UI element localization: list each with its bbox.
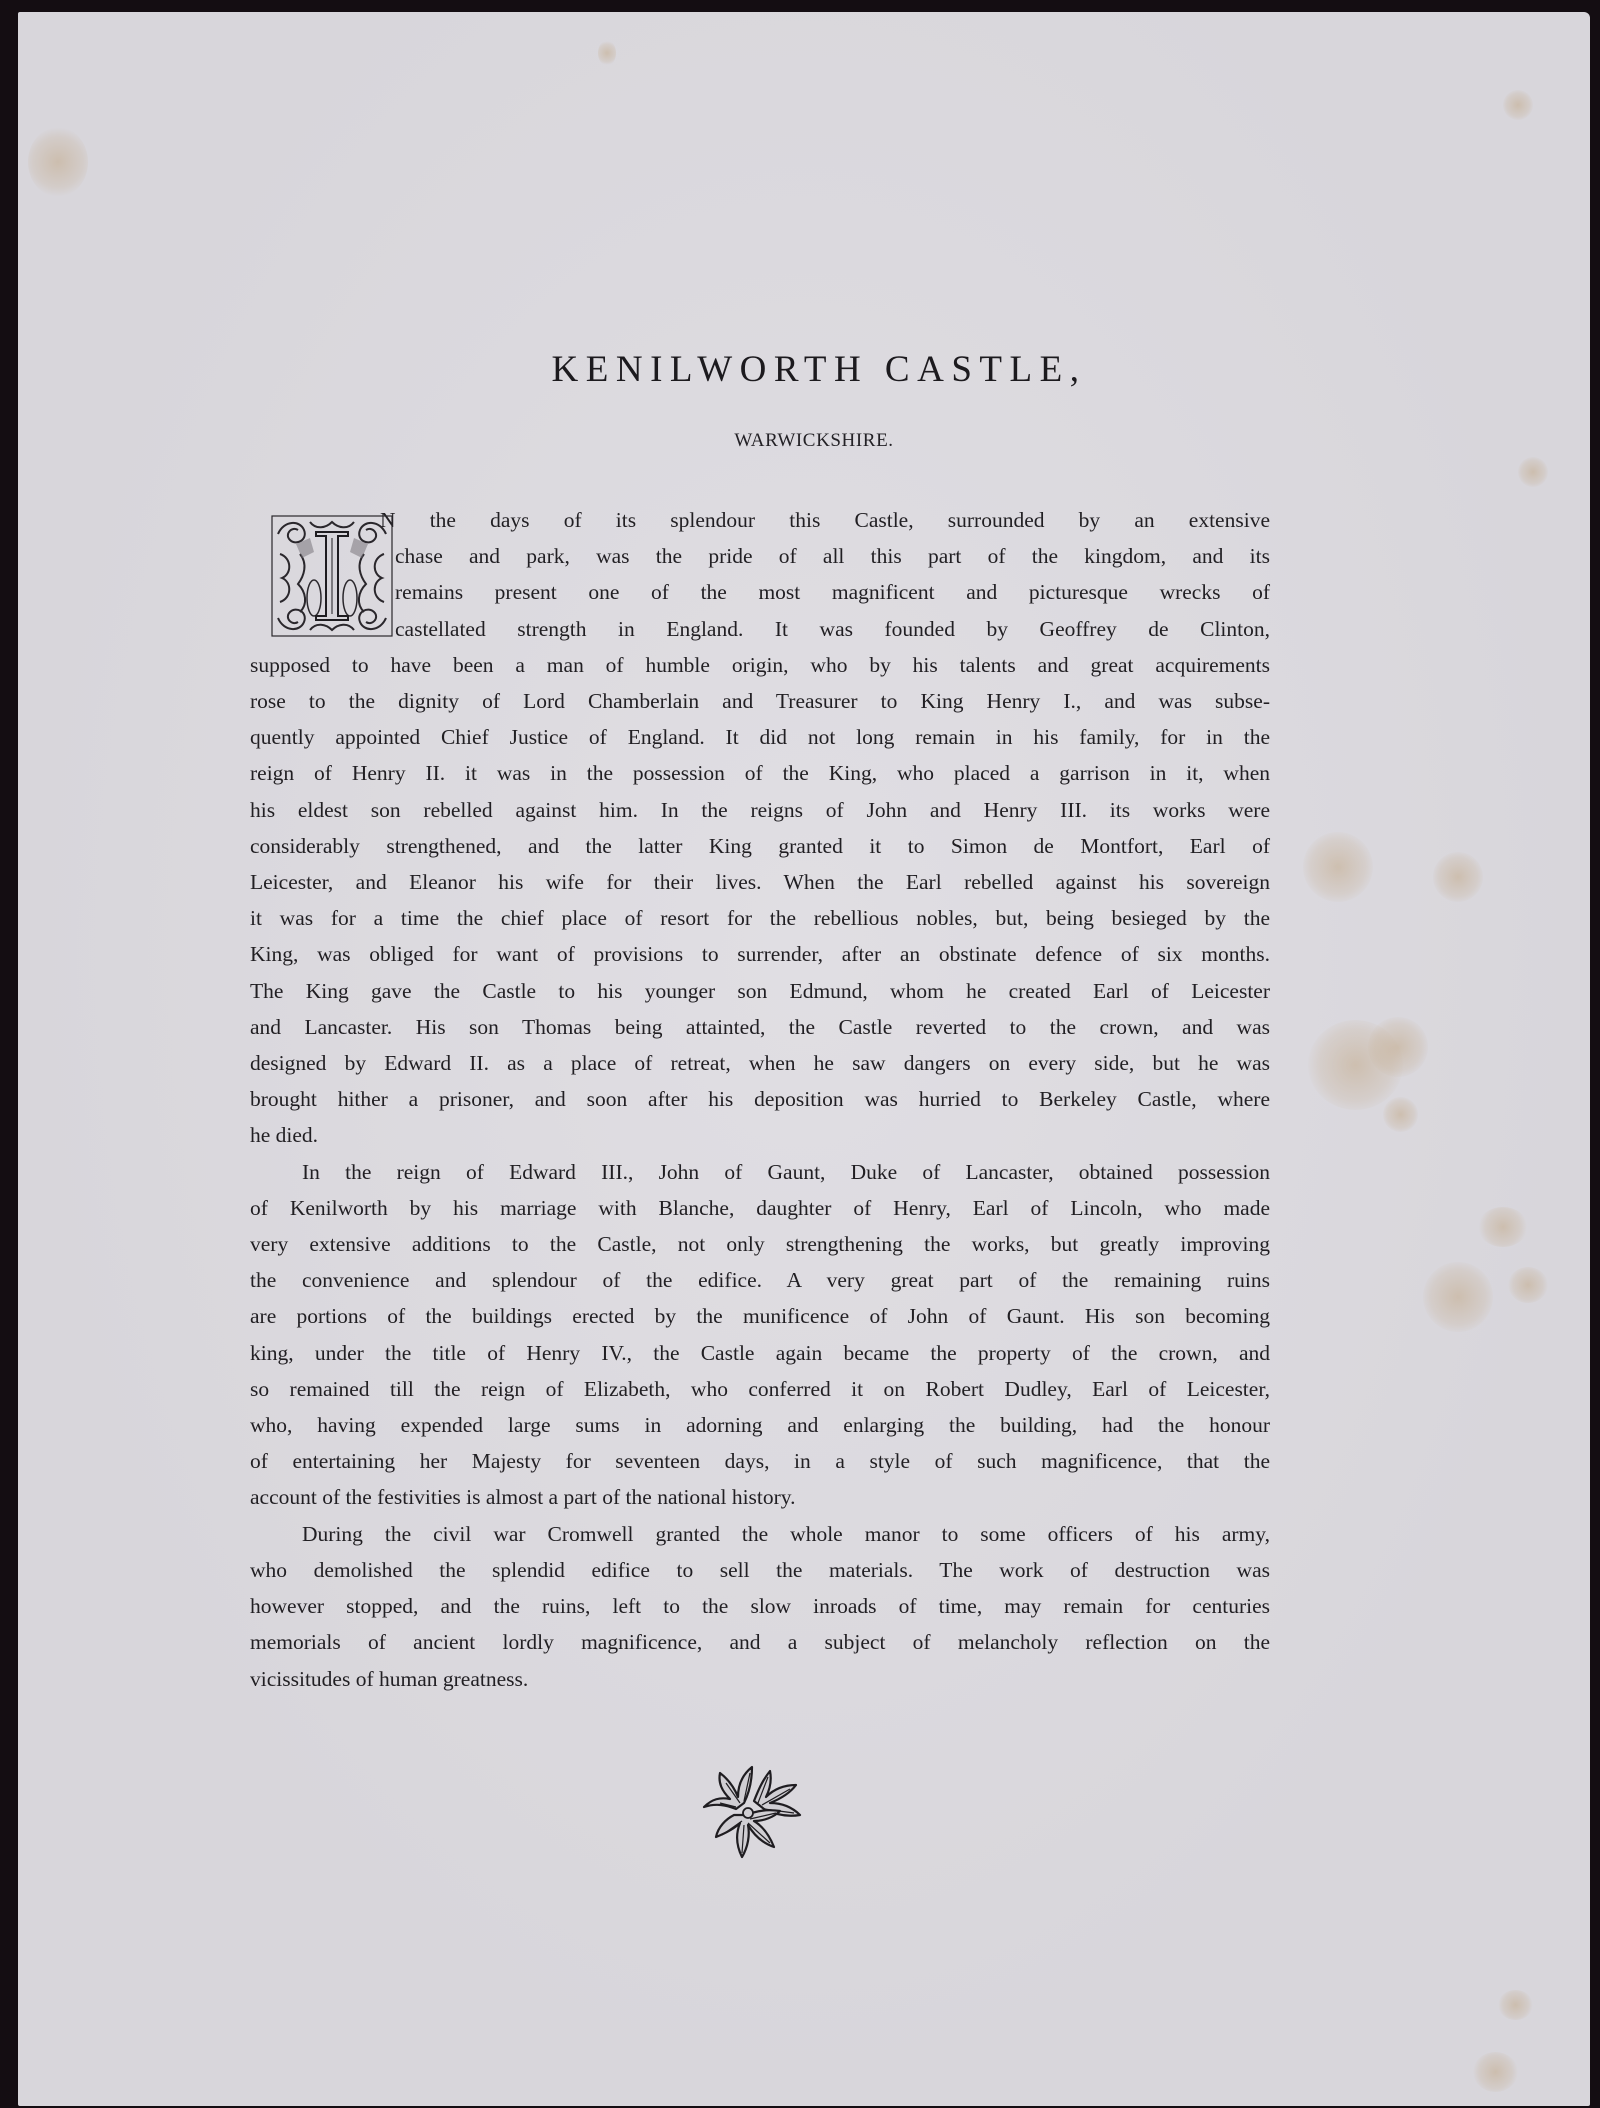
text-line: of entertaining her Majesty for seventeen days, in a style of such magnificence, that the <box>250 1449 1270 1474</box>
foxing-stain <box>1383 1097 1418 1132</box>
text-line: rose to the dignity of Lord Chamberlain and Treasurer to King Henry I., and was subse- <box>250 689 1270 714</box>
page-title: KENILWORTH CASTLE, <box>551 349 1087 390</box>
text-line: the convenience and splendour of the edifice. A very great part of the remaining ruins <box>250 1268 1270 1293</box>
text-line: and Lancaster. His son Thomas being attainted, the Castle reverted to the crown, and was <box>250 1014 1270 1039</box>
text-line: so remained till the reign of Elizabeth, who conferred it on Robert Dudley, Earl of Leicester, <box>250 1376 1270 1401</box>
text-line: quently appointed Chief Justice of England. It did not long remain in his family, for in the <box>250 725 1270 750</box>
paragraph-1 <box>250 502 1270 647</box>
foxing-stain <box>1423 1262 1493 1332</box>
foxing-stain <box>1498 1990 1533 2020</box>
text-line: considerably strengthened, and the latter King granted it to Simon de Montfort, Earl of <box>250 833 1270 858</box>
text-line: King, was obliged for want of provisions to surrender, after an obstinate defence of six months. <box>250 942 1270 967</box>
text-line: During the civil war Cromwell granted the whole manor to some officers of his army, <box>302 1521 1270 1546</box>
foxing-stain <box>28 127 88 197</box>
text-line: of Kenilworth by his marriage with Blanche, daughter of Henry, Earl of Lincoln, who made <box>250 1195 1270 1220</box>
text-line: who demolished the splendid edifice to sell the materials. The work of destruction was <box>250 1557 1270 1582</box>
text-line: In the reign of Edward III., John of Gaunt, Duke of Lancaster, obtained possession <box>302 1159 1270 1184</box>
text-line: The King gave the Castle to his younger son Edmund, whom he created Earl of Leicester <box>250 978 1270 1003</box>
foxing-stain <box>1303 832 1373 902</box>
paragraph-3 <box>250 1516 1270 1697</box>
foxing-stain <box>1503 90 1533 120</box>
text-line: reign of Henry II. it was in the possession of the King, who placed a garrison in it, when <box>250 761 1270 786</box>
foxing-stain <box>1518 457 1548 487</box>
text-line: N the days of its splendour this Castle, surrounded by an extensive <box>380 508 1270 532</box>
text-line: chase and park, was the pride of all this part of the kingdom, and its <box>395 544 1270 569</box>
text-line: supposed to have been a man of humble origin, who by his talents and great acquirements <box>250 652 1270 677</box>
foxing-stain <box>1508 1267 1548 1303</box>
book-page <box>18 12 1590 2106</box>
text-line: he died. <box>250 1123 319 1148</box>
article-body <box>250 502 1270 1697</box>
page-subtitle: WARWICKSHIRE. <box>734 430 894 451</box>
text-line: memorials of ancient lordly magnificence, and a subject of melancholy reflection on the <box>250 1630 1270 1655</box>
text-line: very extensive additions to the Castle, not only strengthening the works, but greatly improving <box>250 1232 1270 1257</box>
text-line: it was for a time the chief place of resort for the rebellious nobles, but, being besieged by the <box>250 906 1270 931</box>
text-line: his eldest son rebelled against him. In the reigns of John and Henry III. its works were <box>250 797 1270 822</box>
foxing-stain <box>1473 2052 1518 2092</box>
text-line: designed by Edward II. as a place of retreat, when he saw dangers on every side, but he was <box>250 1051 1270 1076</box>
text-line: remains present one of the most magnificent and picturesque wrecks of <box>395 580 1270 605</box>
text-line: vicissitudes of human greatness. <box>250 1666 529 1691</box>
foxing-stain <box>1433 852 1483 902</box>
text-line: account of the festivities is almost a part of the national history. <box>250 1485 796 1510</box>
text-line: however stopped, and the ruins, left to the slow inroads of time, may remain for centuries <box>250 1594 1270 1619</box>
text-line: brought hither a prisoner, and soon after his deposition was hurried to Berkeley Castle, where <box>250 1087 1270 1112</box>
paragraph-1-continued <box>250 647 1270 1154</box>
text-line: king, under the title of Henry IV., the Castle again became the property of the crown, and <box>250 1340 1270 1365</box>
floral-tailpiece-icon <box>696 1757 806 1872</box>
foxing-stain <box>1368 1017 1428 1077</box>
text-line: who, having expended large sums in adorning and enlarging the building, had the honour <box>250 1413 1270 1438</box>
paragraph-2 <box>250 1154 1270 1516</box>
foxing-stain <box>598 40 616 66</box>
text-line: castellated strength in England. It was founded by Geoffrey de Clinton, <box>395 616 1270 641</box>
text-line: Leicester, and Eleanor his wife for their lives. When the Earl rebelled against his sovereign <box>250 870 1270 895</box>
foxing-stain <box>1478 1207 1528 1247</box>
text-line: are portions of the buildings erected by the munificence of John of Gaunt. His son becoming <box>250 1304 1270 1329</box>
ornamental-drop-cap-icon <box>270 514 394 638</box>
